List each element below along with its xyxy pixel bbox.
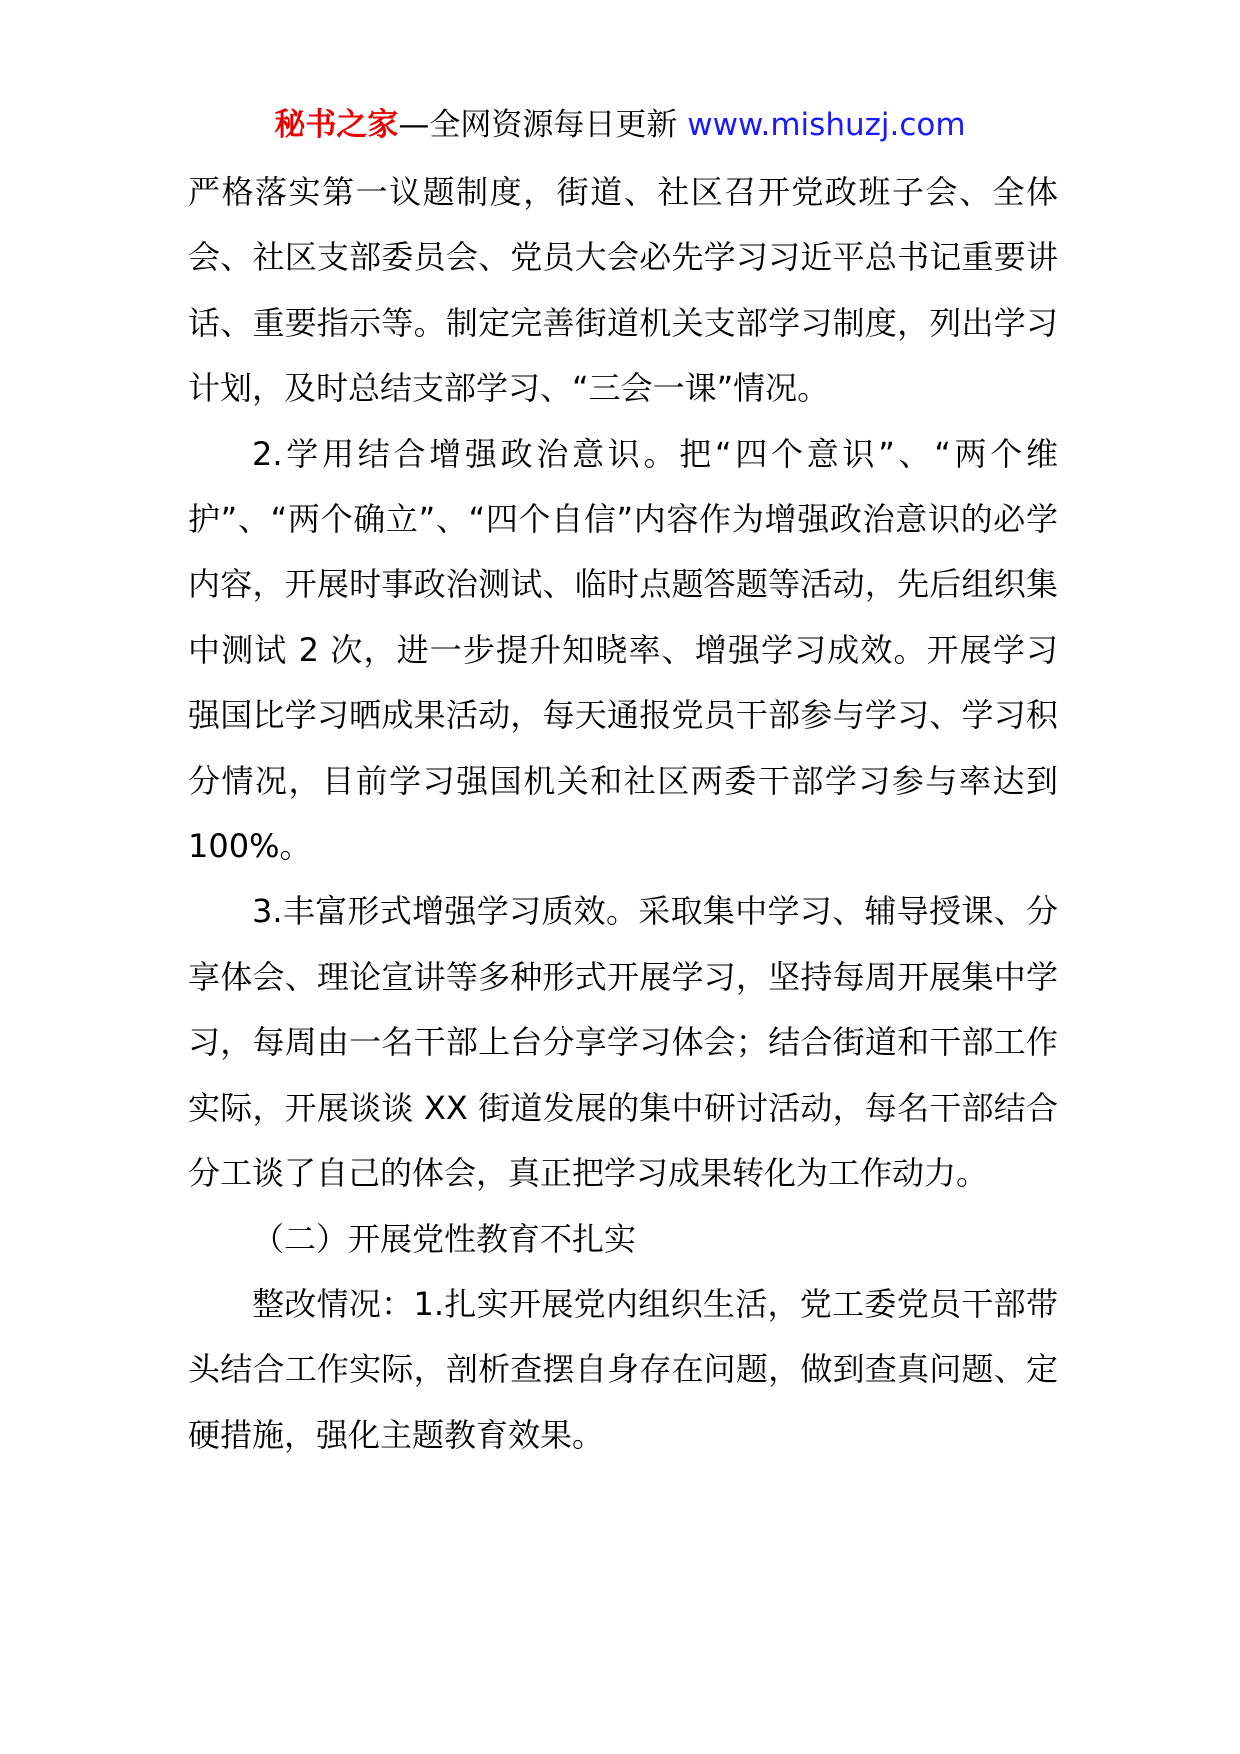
paragraph-rectification: 整改情况：1.扎实开展党内组织生活，党工委党员干部带头结合工作实际，剖析查摆自身存在问题，做到查真问题、定硬措施，强化主题教育效果。 [188, 1284, 1058, 1454]
paragraph-continuation: 严格落实第一议题制度，街道、社区召开党政班子会、全体会、社区支部委员会、党员大会必先学习习近平总书记重要讲话、重要指示等。制定完善街道机关支部学习制度，列出学习计划，及时总结支部学习、“三会一课”情况。 [188, 173, 1058, 408]
section-heading: （二）开展党性教育不扎实 [252, 1219, 637, 1258]
website-link[interactable]: www.mishuzj.com [687, 107, 966, 143]
document-body [188, 160, 1058, 1468]
brand-name: 秘书之家 [274, 107, 399, 143]
paragraph-learning-quality: 3.丰富形式增强学习质效。采取集中学习、辅导授课、分享体会、理论宣讲等多种形式开展学习，坚持每周开展集中学习，每周由一名干部上台分享学习体会；结合街道和干部工作实际，开展谈谈 XX 街道发展的集中研讨活动，每名干部结合分工谈了自己的体会，真正把学习成果转化为工作动力。 [188, 892, 1058, 1193]
page-header [0, 100, 1240, 150]
header-tagline: —全网资源每日更新 [398, 107, 688, 143]
paragraph-political-awareness: 2.学用结合增强政治意识。把“四个意识”、“两个维护”、“两个确立”、“四个自信”内容作为增强政治意识的必学内容，开展时事政治测试、临时点题答题等活动，先后组织集中测试 2 次，进一步提升知晓率、增强学习成效。开展学习强国比学习晒成果活动，每天通报党员干部参与学习、学习积分情况，目前学习强国机关和社区两委干部学习参与率达到 100%。 [188, 434, 1058, 866]
